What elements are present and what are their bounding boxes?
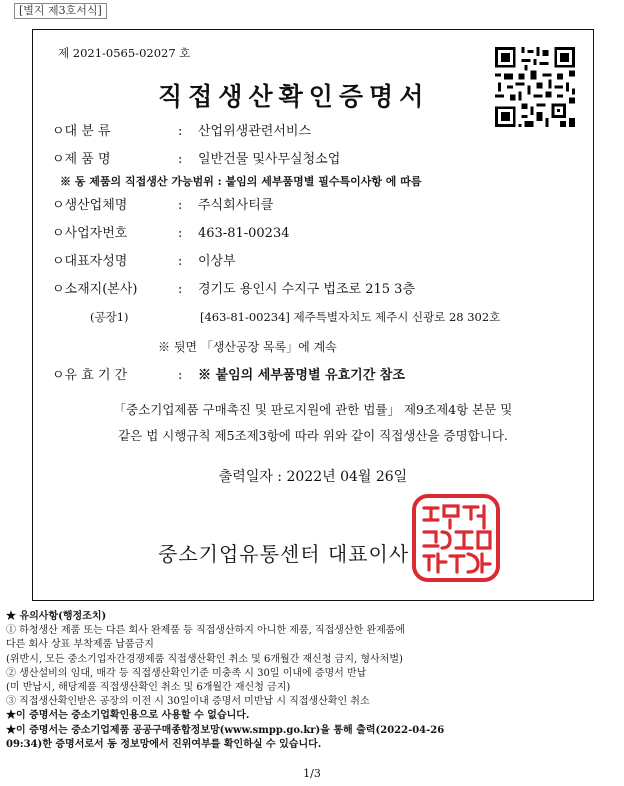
official-seal-icon [408, 490, 504, 586]
field-value: 일반건물 및사무실청소업 [198, 152, 341, 167]
page-number: 1/3 [303, 767, 321, 780]
document-title: 직접생산확인증명서 [158, 82, 430, 111]
note-line: ① 하청생산 제품 또는 다른 회사 완제품 등 직접생산하지 아니한 제품, 직접생산한 완제품에 [6, 625, 406, 637]
form-number-tag: [별지 제3호서식] [14, 3, 107, 19]
note-line: ★이 증명서는 중소기업확인용으로 사용할 수 없습니다. [6, 710, 250, 722]
field-label: ㅇ생산업체명 [52, 198, 128, 213]
field-address: ㅇ소재지(본사) : 경기도 용인시 수지구 법조로 215 3층 [52, 278, 415, 297]
field-value: 경기도 용인시 수지구 법조로 215 3층 [198, 282, 415, 297]
note-line: 다른 회사 상표 부착제품 납품금지 [6, 639, 154, 651]
print-date: 출력일자 : 2022년 04월 26일 [218, 469, 408, 485]
note-line: ★이 증명서는 중소기업제품 공공구매종합정보망(www.smpp.go.kr)을 통해 출력(2022-04-26 [6, 724, 445, 736]
note-line: ② 생산설비의 임대, 매각 등 직접생산확인기준 미충족 시 30일 이내에 증명서 반납 [6, 667, 367, 679]
note-line: 09:34)한 증명서로서 동 정보망에서 진위여부를 확인하실 수 있습니다. [6, 738, 322, 750]
field-business-number: ㅇ사업자번호 : 463-81-00234 [52, 222, 290, 241]
back-page-note: ※ 뒷면 「생산공장 목록」에 계속 [158, 340, 337, 354]
field-label: ㅇ대 분 류 [52, 124, 111, 139]
factory-label: (공장1) [90, 310, 129, 324]
field-company: ㅇ생산업체명 : 주식회사티클 [52, 194, 273, 213]
precautions-section [6, 610, 444, 752]
field-category: ㅇ대 분 류 : 산업위생관련서비스 [52, 120, 311, 139]
field-validity: ㅇ유 효 기 간 : ※ 붙임의 세부품명별 유효기간 참조 [52, 364, 405, 383]
field-product: ㅇ제 품 명 : 일반건물 및사무실청소업 [52, 148, 340, 167]
certificate-number: 제 2021-0565-02027 호 [58, 46, 191, 60]
note-line: (미 반납시, 해당제품 직접생산확인 취소 및 6개월간 재신청 금지) [6, 681, 291, 693]
field-label: ㅇ대표자성명 [52, 254, 128, 269]
note-line: ③ 직접생산확인받은 공장의 이전 시 30일이내 증명서 미반납 시 직접생산확인 취소 [6, 696, 370, 708]
factory-address: [463-81-00234] 제주특별자치도 제주시 신광로 28 302호 [200, 310, 501, 324]
field-representative: ㅇ대표자성명 : 이상부 [52, 250, 236, 269]
field-label: ㅇ제 품 명 [52, 152, 111, 167]
field-label: ㅇ소재지(본사) [52, 282, 138, 297]
field-label: ㅇ사업자번호 [52, 226, 128, 241]
field-value: 산업위생관련서비스 [198, 124, 312, 139]
note-line: ★ 유의사항(행정조치) [6, 611, 107, 622]
issuer-name: 중소기업유통센터 대표이사 [158, 542, 410, 566]
field-value: 463-81-00234 [198, 226, 290, 241]
legal-basis-line-2: 같은 법 시행규칙 제5조제3항에 따라 위와 같이 직접생산을 증명합니다. [118, 428, 508, 443]
legal-basis-line-1: 「중소기업제품 구매촉진 및 판로지원에 관한 법률」 제9조제4항 본문 및 [113, 402, 513, 417]
field-value: 주식회사티클 [198, 198, 274, 213]
production-scope-note: ※ 동 제품의 직접생산 가능범위 : 붙임의 세부품명별 필수특이사항 에 따름 [60, 175, 422, 188]
field-value: 이상부 [198, 254, 236, 269]
field-value: ※ 붙임의 세부품명별 유효기간 참조 [198, 368, 405, 383]
qr-code-icon [492, 44, 578, 130]
field-label: ㅇ유 효 기 간 [52, 368, 128, 383]
note-line: (위반시, 모든 중소기업자간경쟁제품 직접생산확인 취소 및 6개월간 재신청 금지, 형사처벌) [6, 653, 403, 665]
